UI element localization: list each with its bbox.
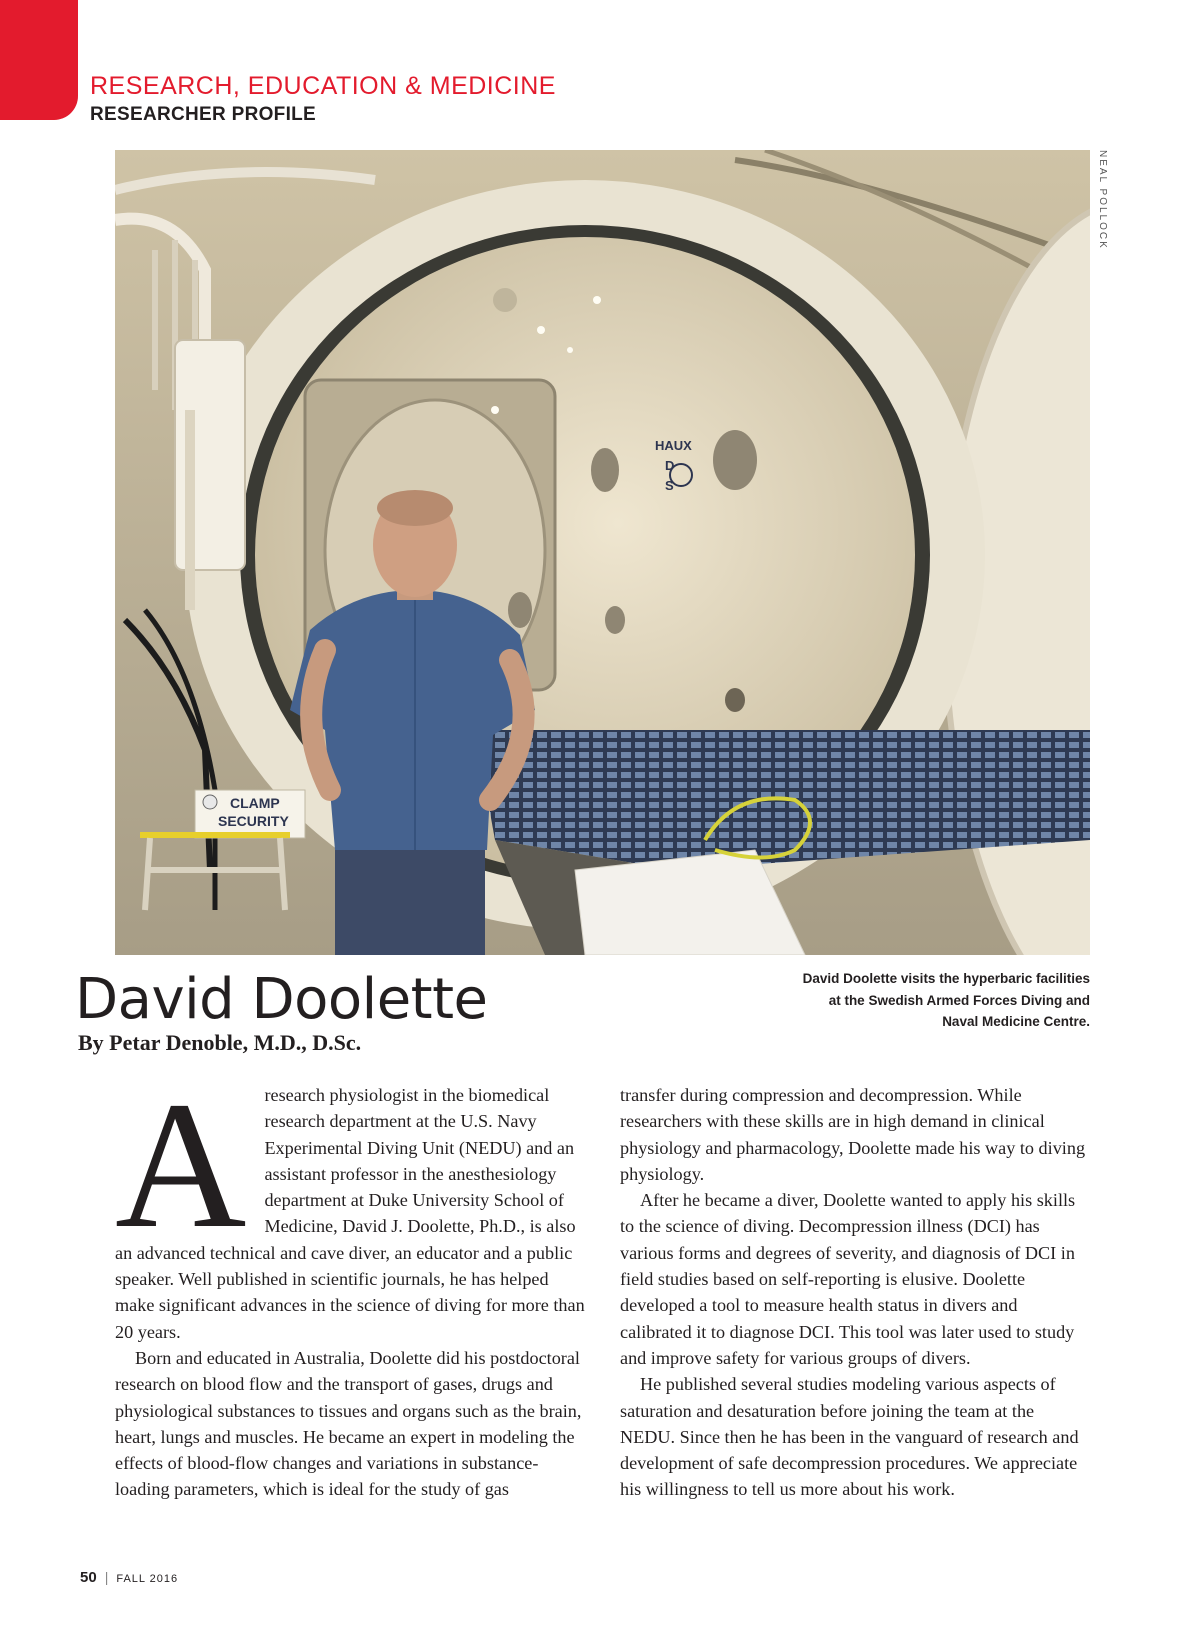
subsection-heading: RESEARCHER PROFILE [90, 104, 317, 125]
drop-cap: A [115, 1065, 247, 1266]
paragraph-3: After he became a diver, Doolette wanted to apply his skills to the science of diving. Decompression illness (DCI) has various forms and degrees of severity, and diagnosis of DCI in field studies based on self-reporting is elusive. Doolette developed a tool to measure health status in divers and calibrated it to diagnose DCI. This tool was later used to study and improve safety for various groups of divers. [620, 1190, 1076, 1368]
door-logo-text-1: HAUX [655, 438, 692, 453]
issue-label: FALL 2016 [116, 1573, 179, 1585]
paragraph-1 [115, 1065, 585, 1345]
footer-separator: | [104, 1569, 109, 1585]
page-number: 50 [80, 1569, 97, 1586]
section-heading: RESEARCH, EDUCATION & MEDICINE [90, 72, 556, 100]
door-logo-text-2: D [665, 458, 675, 473]
byline: By Petar Denoble, M.D., D.Sc. [78, 1030, 362, 1055]
photo-credit: NEAL POLLOCK [1097, 150, 1108, 250]
door-logo-text-3: S [665, 478, 674, 493]
paragraph-2: Born and educated in Australia, Doolette did his postdoctoral research on blood flow and the transport of gases, drugs and physiological substances to tissues and organs such as the brain, heart, lungs and muscles. He became an expert in modeling the effects of blood-flow changes and variations in substance-loading parameters, which is ideal for the study of gas [115, 1347, 582, 1500]
section-color-tab [0, 0, 78, 120]
hyperbaric-chamber-photo [115, 150, 1090, 955]
paragraph-4: He published several studies modeling various aspects of saturation and desaturation before joining the team at the NEDU. Since then he has been in the vanguard of research and development of safe decompression procedures. We appreciate his willingness to tell us more about his work. [620, 1374, 1079, 1500]
clamp-sign-line-2: SECURITY [218, 813, 289, 829]
paragraph-1-text: research physiologist in the biomedical research department at the U.S. Navy Experimental Diving Unit (NEDU) and an assistant professor in the anesthesiology department at Duke University School of Medicine, David J. Doolette, Ph.D., is also an advanced technical and cave diver, an educator and a public speaker. Well published in scientific journals, he has helped make significant advances in the science of diving for more than 20 years. [115, 1085, 585, 1342]
clamp-sign-line-1: CLAMP [230, 795, 280, 811]
page-footer [80, 1569, 178, 1586]
paragraph-2-continued: transfer during compression and decompression. While researchers with these skills are in high demand in clinical physiology and pharmacology, Doolette made his way to diving physiology. [620, 1085, 1086, 1184]
text-column-left [115, 1065, 585, 1503]
text-column-right [620, 1082, 1092, 1503]
article-title: David Doolette [75, 967, 488, 1032]
photo-caption: David Doolette visits the hyperbaric facilities at the Swedish Armed Forces Diving and Naval Medicine Centre. [802, 971, 1090, 1030]
